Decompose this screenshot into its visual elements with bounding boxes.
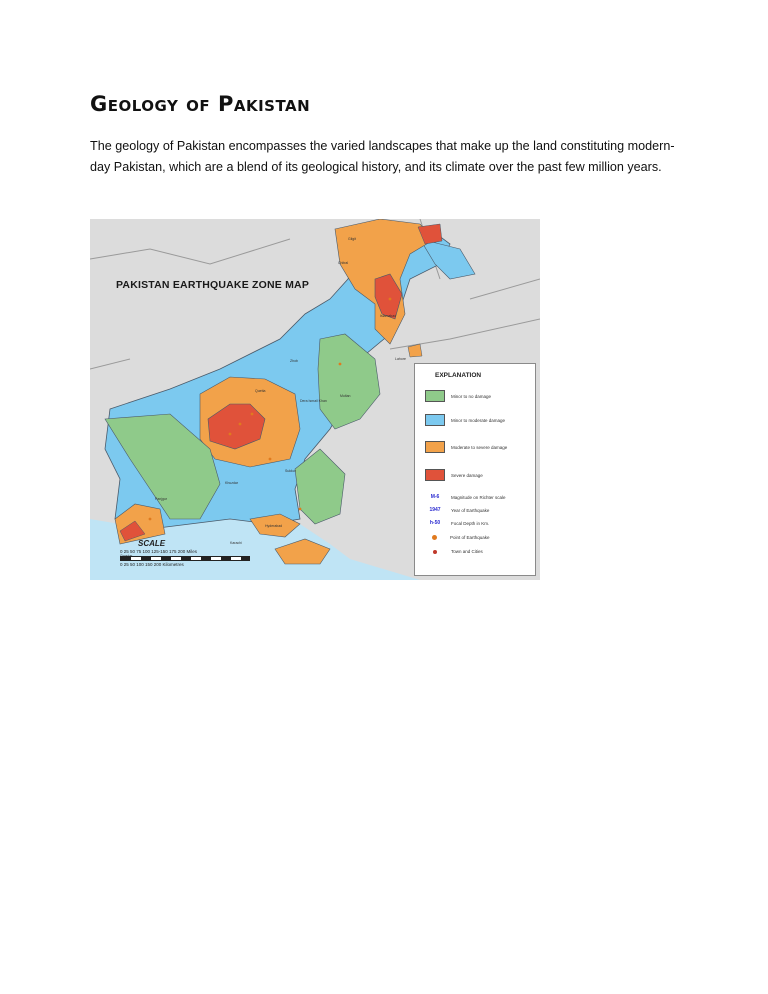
place-label: Islamabad xyxy=(380,314,397,318)
legend-label: Minor to moderate damage xyxy=(451,417,506,423)
legend-label: Point of Earthquake xyxy=(450,535,490,540)
place-label: Multan xyxy=(340,394,351,398)
scale-kilometres: 0 25 50 100 150 200 Kilometres xyxy=(120,562,184,567)
place-label: Zhob xyxy=(290,359,298,363)
page-title: Geology of Pakistan xyxy=(90,92,311,116)
legend-item-moderate-to-severe xyxy=(425,441,507,453)
legend-symbol: h-50 xyxy=(429,520,441,526)
legend-swatch xyxy=(425,469,445,481)
legend-item-minor-to-no xyxy=(425,390,491,402)
legend-symbol: M-6 xyxy=(430,494,440,500)
place-label: Dera Ismail Khan xyxy=(300,399,327,403)
legend-symbol-year xyxy=(425,507,489,513)
legend-label: Town and Cities xyxy=(451,549,483,554)
earthquake-zone-map xyxy=(90,219,540,580)
place-label: Sukkur xyxy=(285,469,296,473)
scale-title: SCALE xyxy=(138,539,166,548)
legend-swatch xyxy=(425,414,445,426)
scale-bar xyxy=(120,556,250,561)
legend-label: Severe damage xyxy=(451,472,483,478)
legend-symbol: 1947 xyxy=(429,507,441,513)
legend-item-severe xyxy=(425,469,483,481)
legend-title: EXPLANATION xyxy=(435,372,482,379)
intro-paragraph: The geology of Pakistan encompasses the varied landscapes that make up the land constituting modern-day Pakistan, which are a blend of its geological history, and its climate over the past few million years. xyxy=(90,139,675,174)
legend-item-minor-to-moderate xyxy=(425,414,505,426)
place-label: Lahore xyxy=(395,357,406,361)
legend-label: Magnitude on Richter scale xyxy=(451,494,506,500)
town-point-icon xyxy=(433,550,437,554)
map-legend xyxy=(414,363,536,576)
scale-miles: 0 25 50 75 100 125-150 175 200 Miles xyxy=(120,549,198,554)
legend-swatch xyxy=(425,390,445,402)
legend-label: Moderate to severe damage xyxy=(451,444,508,450)
legend-label: Focal Depth in Km. xyxy=(451,520,490,526)
legend-symbol-magnitude xyxy=(425,494,506,500)
legend-point-town xyxy=(425,549,483,554)
place-label: Karachi xyxy=(230,541,242,545)
place-label: Khuzdar xyxy=(225,481,239,485)
earthquake-point-icon xyxy=(432,535,437,540)
place-label: Panjgur xyxy=(155,497,168,501)
map-title: PAKISTAN EARTHQUAKE ZONE MAP xyxy=(116,279,310,291)
legend-symbol-depth xyxy=(425,520,489,526)
place-label: Hyderabad xyxy=(265,524,283,528)
place-label: Gilgit xyxy=(348,237,356,241)
place-label: Chitral xyxy=(338,261,349,265)
legend-point-earthquake xyxy=(425,535,490,540)
legend-label: Minor to no damage xyxy=(451,393,492,399)
map-scale xyxy=(120,539,250,567)
legend-label: Year of Earthquake xyxy=(451,507,490,513)
place-label: Quetta xyxy=(255,389,266,393)
legend-swatch xyxy=(425,441,445,453)
